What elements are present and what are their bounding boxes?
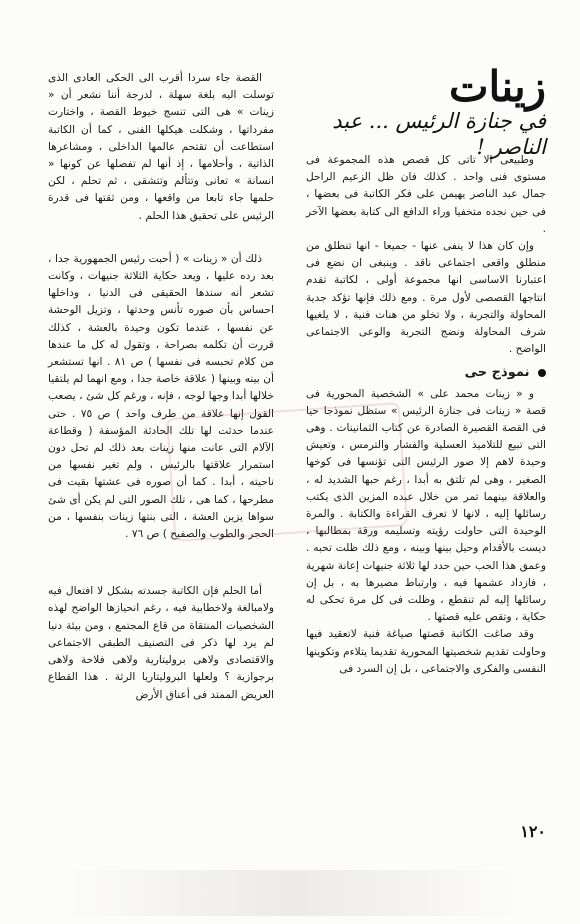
paragraph: وإن كان هذا لا ينفى عنها - جميعا - انها تنطلق من منطلق واقعى اجتماعى ناقد . وينبغى ان نضع فى اعتبارنا الاساسى انها مجموعة أولى ، لكاتبة تقدم انتاجها القصصى لأول مرة . ومع ذلك فإنها تؤكد جدية المحاولة والتجربة ، ولا تخلو من هنات فنية ، لا يلغيها شرف المحاولة ونضج التجربة والوعى الاجتماعى الواضح . bbox=[306, 240, 546, 356]
article-subtitle: في جنازة الرئيس ... عبد الناصر ! bbox=[332, 109, 546, 159]
paragraph: وطبيعى الا تاتى كل قصص هذه المجموعة فى مستوى فنى واحد . كذلك فان ظل الزعيم الراحل جمال عبد الناصر يهيمن على فكر الكاتبة فى بعضها ، فى حين نجده متخفيا وراء الدافع الى كتابة بعضها الآخر . bbox=[306, 154, 546, 235]
page-number: ١٢٠ bbox=[520, 822, 546, 841]
bullet-icon bbox=[538, 369, 546, 377]
paragraph: وقد صاغت الكاتبة قصتها صياغة فنية لاتعقيد فيها وحاولت تقديم شخصيتها المحورية تقديما يتلاءم وتكوينها النفسى والفكرى والاجتماعى ، بل إن السرد فى bbox=[306, 628, 546, 675]
watermark-band bbox=[60, 870, 520, 916]
article-title: زينات bbox=[449, 62, 546, 111]
subhead-text: نموذج حى bbox=[464, 365, 530, 381]
paragraph: أما الحلم فإن الكاتبة جسدته بشكل لا افتعال فيه ولامبالغة ولاخطابية فيه ، رغم انحيازها الواضح لهذه الشخصيات المنتقاة من قاع المجتمع ، ومن بيئة دنيا لم يرد لها ذكر فى التصنيف الطبقى الاجتماعى والاقتصادى ولاهى بروليتارية ولاهى فلاحة ولاهى برجوازية ؟ ولعلها البروليتاريا الرثة . هذا القطاع العريض الممتد فى أعناق الأرض bbox=[48, 585, 274, 701]
left-column bbox=[48, 70, 274, 704]
paragraph: و « زينات محمد على » الشخصية المحورية فى قصة « زينات فى جنازة الرئيس » ستظل نموذجا حيا فى القصة القصيرة الصادرة عن كتاب الثمانينات . وهى التى تبيع للتلاميذ العسلية والفشار والترمس ، وتعيش وحيدة لاهم إلا صور الرئيس التى تؤنسها فى كوخها الصغير ، وهى لم تلتق به أبدا ، رغم حبها الشديد له ، والعلاقة بينهما تمر من خلال عبده المزين الذى يكتب رسائلها إليه ، لانها لا تعرف القراءة والكتابة . والمرة الوحيدة التى حاولت رؤيته وتسليمه ورقة بمطالبها ، ديست بالأقدام وحيل بينها وبينه ، ومع ذلك ظلت تحبه . وعمق هذا الحب حين حدد لها ثلاثة جنيهات إعانة شهرية ، فازداد عشمها فيه ، وارتباط مصيرها به ، بل إن رسائلها إليه لم تنقطع ، وظلت فى كل مرة تحكى له حكاية ، وتقص عليه قصتها . bbox=[306, 387, 546, 624]
section-subhead bbox=[306, 364, 546, 381]
paragraph: ذلك أن « زينات » ( أحبت رئيس الجمهورية جدا ، بعد رده عليها ، ويعد حكاية الثلاثة جنيهات ، وكانت تشعر أنه سندها الحقيقى فى الدنيا ، وداخلها احساس بأن صوره تأنس وحدتها ، وتزيل الوحشة عن نفسها ، عندما تكون وحيدة بالعشة ، كذلك قررت أن تكلمه بصراحة ، وتقول له كل ما عندها من كلام تحبسه فى نفسها ) ص ٨١ . انها تستشعر أن بينه وبينها ( علاقة خاصة جدا ، ومع انهما لم يلتقيا خلالها أبدا وجها لوجه ، فإنه ، ورغم كل شئ ، يصعب القول إنها علاقة من طرف واحد ) ص ٧٥ . حتى عندما حدثت لها تلك الحادثة المؤسفة ( وقطاعة الآلام التى عانت منها زينات بعد ذلك لم تحل دون استمرار علاقتها بالرئيس ، ولم تغير نفسها من ناحيته ، أبدا . كما أن صوره فى عشتها بقيت فى مطرحها ، كما هى ، تلك الصور التى لم يكن أى شئ سواها يزين العشة ، التى بنتها زينات بنفسها ، من الحجر والطوب والصفيح ) ص ٧٦ . bbox=[48, 252, 274, 541]
paragraph: القصة جاء سردا أقرب الى الحكى العادى الذى توسلت اليه بلغة سهلة ، لدرجة أننا نشعر أن « زينات » هى التى تنسج خيوط القصة ، واختارت مفرداتها ، وشكلت هيكلها الفنى ، كما أن الكاتبة استطاعت أن تقتحم عالمها الداخلى ، ومشاعرها الذاتية ، وأحلامها ، إذ أنها لم تفصلها عن كونها « انسانة » تعانى وتتألم وتتشقى ، ثم تحلم ، لكن حلمها جاء تابعا من واقعها ، ومن ثقتها فى قدرة الرئيس على تحقيق هذا الحلم . bbox=[48, 72, 274, 222]
right-column bbox=[306, 152, 546, 678]
